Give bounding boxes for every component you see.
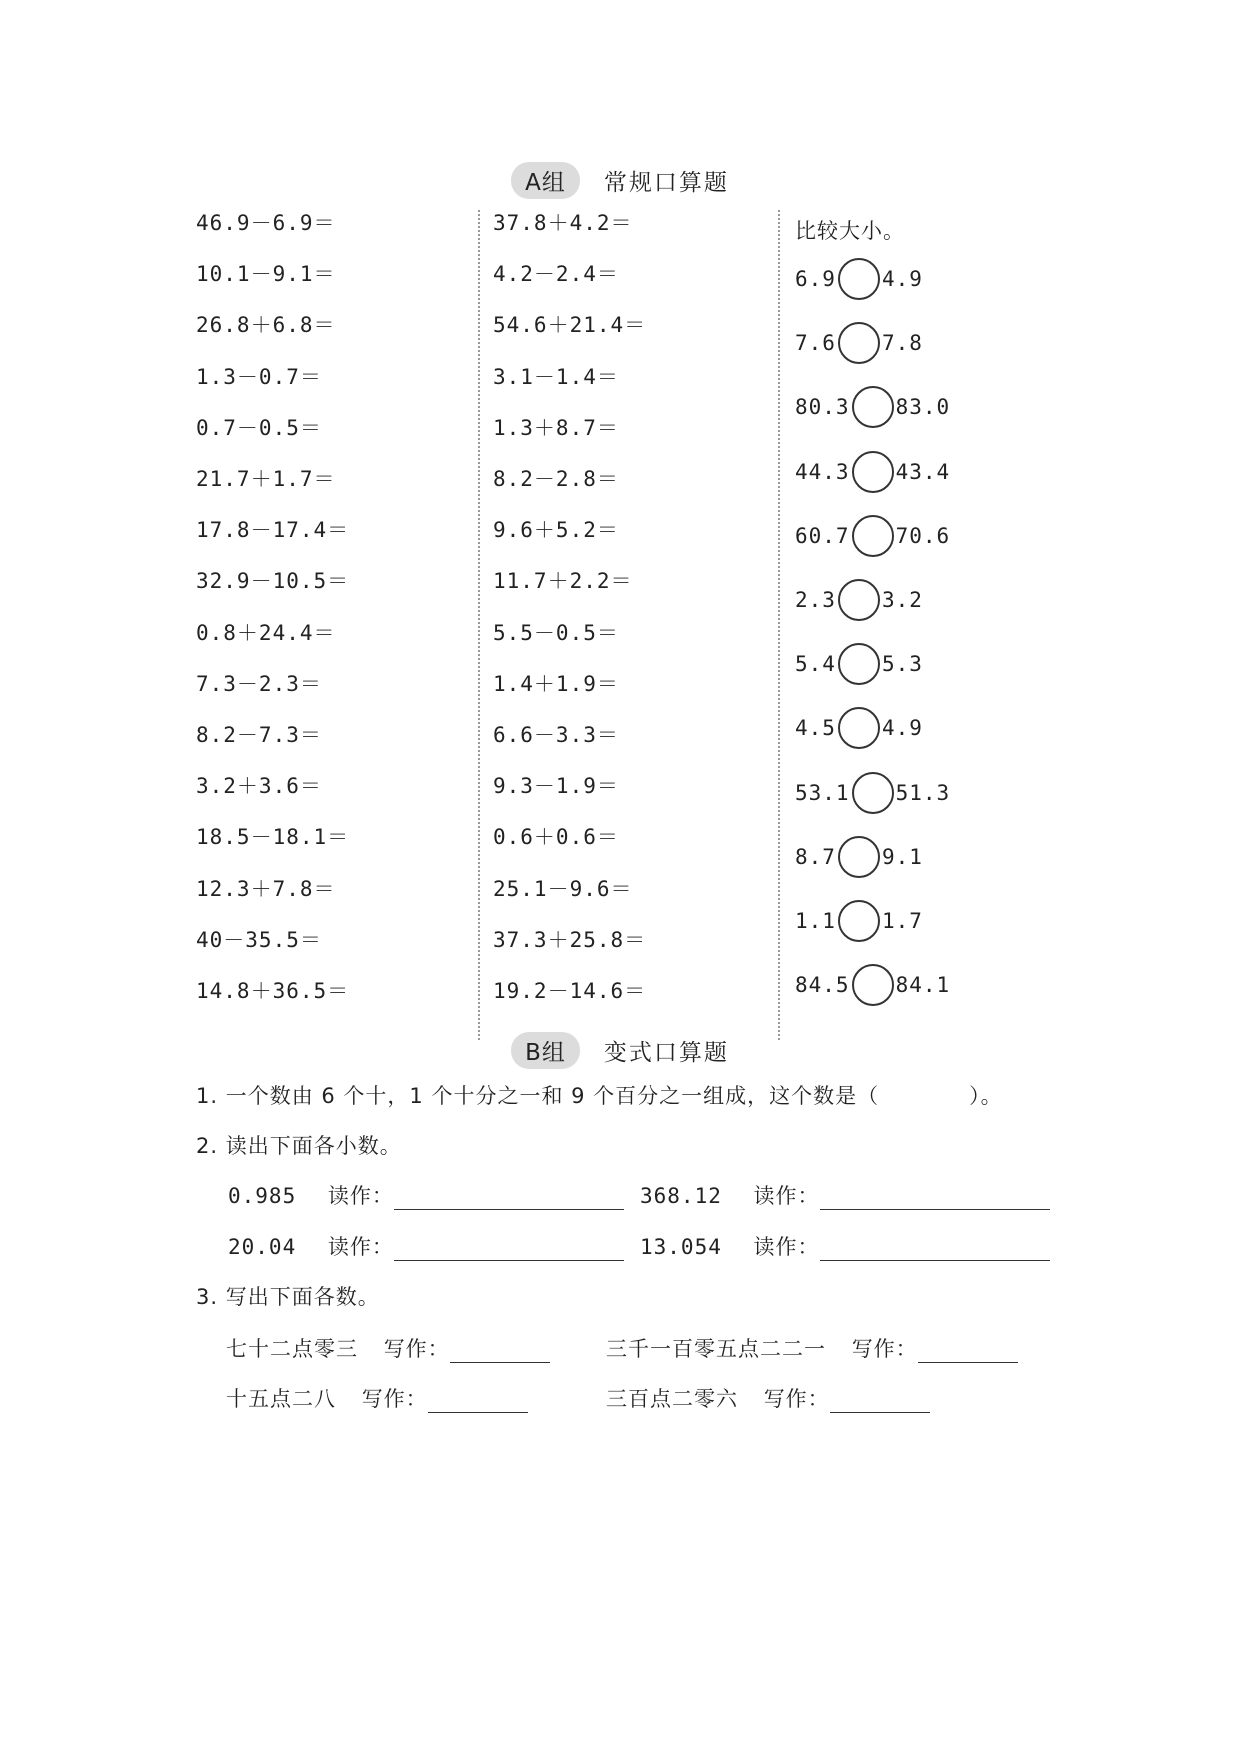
chinese-number: 三百点二零六 [606, 1387, 738, 1411]
equation: 8.2－2.8＝ [493, 467, 619, 491]
equation: 1.4＋1.9＝ [493, 671, 619, 696]
equation: 11.7＋2.2＝ [493, 569, 633, 594]
compare-row [795, 900, 923, 942]
equation: 9.6＋5.2＝ [493, 518, 619, 543]
section-b-badge: B组 [511, 1032, 580, 1069]
compare-title: 比较大小。 [795, 219, 905, 243]
compare-row [795, 515, 950, 557]
read-item [640, 1180, 1050, 1210]
compare-left: 7.6 [795, 331, 836, 356]
compare-row [795, 964, 950, 1006]
compare-left: 53.1 [795, 780, 850, 805]
compare-left: 8.7 [795, 844, 836, 869]
question-1 [196, 1080, 1003, 1110]
section-b-title: 变式口算题 [603, 1039, 729, 1066]
answer-line[interactable] [450, 1340, 550, 1363]
read-label: 读作： [327, 1235, 394, 1259]
equation: 18.5－18.1＝ [196, 825, 350, 850]
compare-right: 4.9 [881, 716, 923, 741]
equation: 26.8＋6.8＝ [196, 313, 336, 338]
compare-circle[interactable] [838, 579, 880, 621]
chinese-number: 三千一百零五点二二一 [606, 1337, 826, 1361]
section-a-header [0, 160, 1240, 200]
answer-line[interactable] [428, 1390, 528, 1413]
equation: 14.8＋36.5＝ [196, 979, 350, 1003]
chinese-number: 十五点二八 [226, 1387, 336, 1411]
answer-line[interactable] [820, 1187, 1050, 1210]
equation: 37.8＋4.2＝ [493, 211, 633, 235]
decimal-number: 368.12 [640, 1184, 722, 1208]
compare-left: 1.1 [795, 909, 836, 933]
section-b-header [0, 1030, 1240, 1070]
equation: 6.6－3.3＝ [493, 723, 619, 747]
equation: 10.1－9.1＝ [196, 262, 336, 287]
compare-row [795, 451, 950, 493]
write-item [226, 1333, 550, 1363]
compare-right: 5.3 [881, 652, 923, 677]
compare-row [795, 322, 923, 364]
question-3: 3. 写出下面各数。 [196, 1285, 380, 1309]
section-a-badge: A组 [511, 162, 580, 199]
compare-left: 60.7 [795, 523, 850, 548]
read-label: 读作： [327, 1184, 394, 1208]
equation: 0.6＋0.6＝ [493, 825, 619, 850]
compare-circle[interactable] [838, 322, 880, 364]
compare-row [795, 579, 923, 621]
compare-right: 51.3 [895, 780, 951, 805]
compare-left: 4.5 [795, 716, 836, 741]
compare-circle[interactable] [838, 900, 880, 942]
compare-circle[interactable] [852, 386, 894, 428]
compare-circle[interactable] [852, 451, 894, 493]
compare-circle[interactable] [852, 964, 894, 1006]
compare-right: 83.0 [895, 395, 951, 420]
compare-row [795, 707, 923, 749]
compare-right: 9.1 [881, 844, 923, 869]
compare-right: 84.1 [895, 973, 951, 998]
answer-line[interactable] [394, 1238, 624, 1261]
equation: 4.2－2.4＝ [493, 262, 619, 287]
column-divider [778, 210, 780, 1040]
chinese-number: 七十二点零三 [226, 1337, 358, 1361]
equation: 8.2－7.3＝ [196, 723, 322, 747]
compare-circle[interactable] [838, 643, 880, 685]
equation: 9.3－1.9＝ [493, 774, 619, 799]
compare-right: 43.4 [895, 459, 951, 484]
compare-right: 1.7 [881, 909, 923, 933]
equation: 17.8－17.4＝ [196, 518, 350, 543]
equation: 1.3－0.7＝ [196, 364, 322, 389]
compare-right: 3.2 [881, 588, 923, 612]
write-label: 写作： [763, 1387, 830, 1411]
write-label: 写作： [361, 1387, 428, 1411]
answer-line[interactable] [830, 1390, 930, 1413]
compare-row [795, 258, 923, 300]
equation: 32.9－10.5＝ [196, 569, 350, 594]
compare-right: 7.8 [881, 331, 923, 356]
equation: 7.3－2.3＝ [196, 671, 322, 696]
equation: 3.2＋3.6＝ [196, 774, 322, 799]
compare-left: 2.3 [795, 588, 836, 612]
equation: 5.5－0.5＝ [493, 620, 619, 645]
equation: 3.1－1.4＝ [493, 364, 619, 389]
equation: 0.8＋24.4＝ [196, 620, 336, 645]
column-divider [478, 210, 480, 1040]
equation: 1.3＋8.7＝ [493, 415, 619, 440]
compare-left: 6.9 [795, 267, 836, 291]
decimal-number: 20.04 [228, 1235, 297, 1259]
answer-line[interactable] [820, 1238, 1050, 1261]
compare-left: 80.3 [795, 395, 850, 420]
equation: 19.2－14.6＝ [493, 979, 647, 1003]
decimal-number: 0.985 [228, 1184, 297, 1208]
read-label: 读作： [753, 1184, 820, 1208]
equation: 46.9－6.9＝ [196, 211, 336, 235]
decimal-number: 13.054 [640, 1235, 722, 1259]
compare-circle[interactable] [838, 836, 880, 878]
compare-row [795, 836, 923, 878]
write-label: 写作： [851, 1337, 918, 1361]
question-2: 2. 读出下面各小数。 [196, 1134, 402, 1158]
write-label: 写作： [383, 1337, 450, 1361]
equation: 54.6＋21.4＝ [493, 313, 647, 338]
answer-line[interactable] [918, 1340, 1018, 1363]
compare-circle[interactable] [852, 515, 894, 557]
read-item [640, 1231, 1050, 1261]
equation: 40－35.5＝ [196, 927, 322, 952]
equation: 37.3＋25.8＝ [493, 927, 647, 952]
compare-right: 70.6 [895, 523, 951, 548]
write-item [226, 1383, 528, 1413]
question-1-text: 1. 一个数由 6 个十，1 个十分之一和 9 个百分之一组成，这个数是（ [196, 1084, 880, 1108]
equation: 21.7＋1.7＝ [196, 467, 336, 491]
equation: 12.3＋7.8＝ [196, 876, 336, 901]
compare-row [795, 772, 950, 814]
compare-circle[interactable] [838, 258, 880, 300]
compare-circle[interactable] [852, 772, 894, 814]
compare-left: 44.3 [795, 459, 850, 484]
compare-left: 84.5 [795, 973, 850, 998]
read-item [228, 1180, 624, 1210]
compare-row [795, 643, 923, 685]
compare-row [795, 386, 950, 428]
section-a-title: 常规口算题 [603, 169, 729, 196]
answer-line[interactable] [394, 1187, 624, 1210]
compare-left: 5.4 [795, 652, 836, 677]
write-item [606, 1333, 1018, 1363]
equation: 25.1－9.6＝ [493, 876, 633, 901]
equation: 0.7－0.5＝ [196, 415, 322, 440]
compare-right: 4.9 [881, 267, 923, 291]
compare-circle[interactable] [838, 707, 880, 749]
read-item [228, 1231, 624, 1261]
question-1-close: ）。 [969, 1084, 1003, 1108]
write-item [606, 1383, 930, 1413]
read-label: 读作： [753, 1235, 820, 1259]
